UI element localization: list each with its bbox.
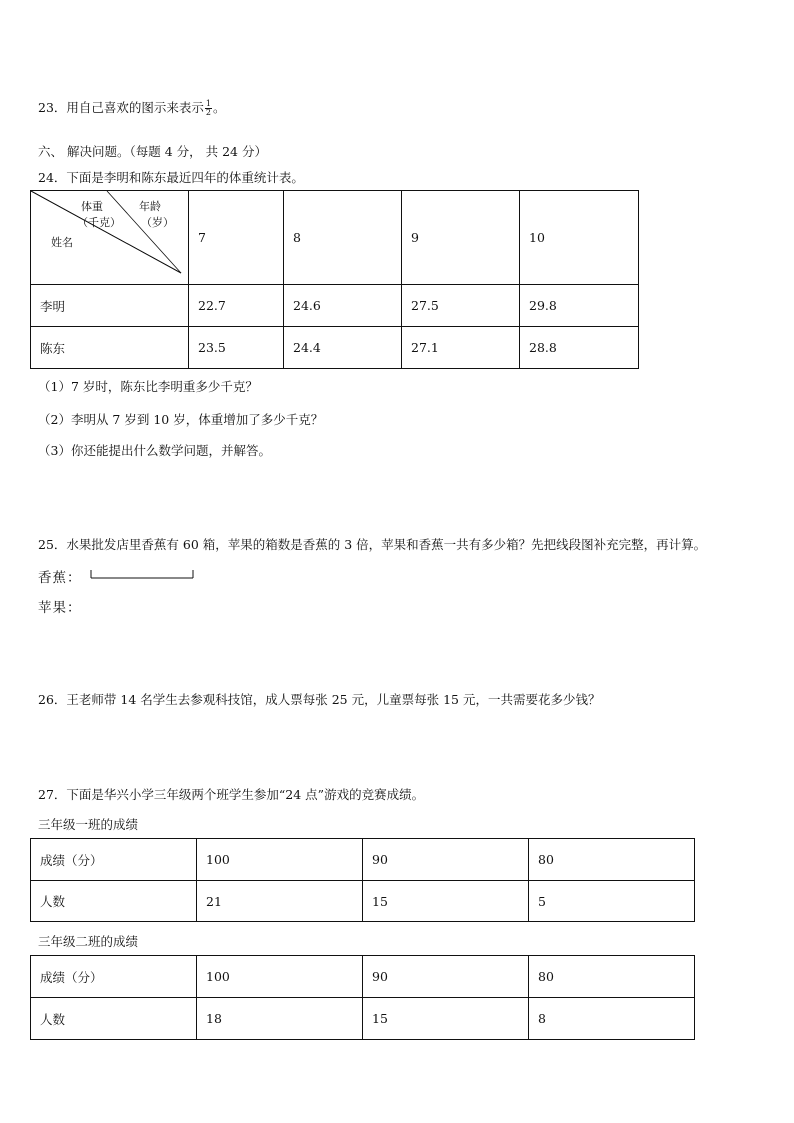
weight-table — [30, 190, 639, 369]
table-cell: 28.8 — [520, 327, 639, 369]
table-cell: 24.6 — [284, 285, 402, 327]
header-weight-label: 体重 — [81, 200, 103, 213]
class1-caption: 三年级一班的成绩 — [38, 817, 139, 832]
banana-label: 香蕉： — [38, 570, 82, 586]
table-cell: 人数 — [31, 881, 197, 922]
section-6-title: 六、 解决问题。（每题 4 分， 共 24 分） — [38, 144, 267, 159]
table-cell: 80 — [529, 956, 695, 998]
fraction-denominator: 2 — [205, 108, 212, 117]
header-name-label: 姓名 — [51, 236, 73, 249]
question-23 — [38, 98, 226, 117]
table-cell: 23.5 — [189, 327, 284, 369]
question-24-sub-3: （3）你还能提出什么数学问题，并解答。 — [38, 443, 271, 458]
header-age-label: 年龄 — [139, 200, 161, 213]
table-cell: 100 — [197, 839, 363, 881]
table-cell: 15 — [363, 881, 529, 922]
table-cell: 成绩（分） — [31, 839, 197, 881]
fraction-one-half — [205, 100, 212, 117]
table-cell: 27.1 — [402, 327, 520, 369]
table-row — [31, 285, 639, 327]
table-cell: 27.5 — [402, 285, 520, 327]
age-header-8: 8 — [284, 191, 402, 285]
table-cell: 成绩（分） — [31, 956, 197, 998]
apple-label: 苹果： — [38, 600, 82, 616]
question-23-text: 23．用自己喜欢的图示来表示 — [38, 100, 204, 115]
question-24-sub-1: （1）7 岁时，陈东比李明重多少千克？ — [38, 379, 258, 394]
table-cell: 100 — [197, 956, 363, 998]
table-cell: 29.8 — [520, 285, 639, 327]
header-weight-unit: （千克） — [77, 216, 121, 229]
table-cell: 18 — [197, 998, 363, 1040]
table-cell: 80 — [529, 839, 695, 881]
question-24-title: 24．下面是李明和陈东最近四年的体重统计表。 — [38, 170, 304, 185]
table-cell: 人数 — [31, 998, 197, 1040]
class2-caption: 三年级二班的成绩 — [38, 934, 139, 949]
class1-score-table — [30, 838, 695, 922]
question-26-text: 26．王老师带 14 名学生去参观科技馆，成人票每张 25 元，儿童票每张 15 元，一共需要花多少钱？ — [38, 692, 601, 707]
table-cell: 90 — [363, 956, 529, 998]
table-cell: 90 — [363, 839, 529, 881]
question-27-title: 27．下面是华兴小学三年级两个班学生参加“24 点”游戏的竞赛成绩。 — [38, 787, 425, 802]
table-row — [31, 881, 695, 922]
table-row — [31, 956, 695, 998]
table-cell: 22.7 — [189, 285, 284, 327]
question-25-text: 25．水果批发店里香蕉有 60 箱，苹果的箱数是香蕉的 3 倍，苹果和香蕉一共有多少箱？先把线段图补充完整，再计算。 — [38, 537, 707, 552]
table-row — [31, 839, 695, 881]
header-age-unit: （岁） — [141, 216, 174, 229]
banana-segment — [90, 568, 196, 582]
table-row — [31, 327, 639, 369]
table-cell: 8 — [529, 998, 695, 1040]
table-row — [31, 998, 695, 1040]
fraction-numerator: 1 — [205, 99, 212, 108]
class2-score-table — [30, 955, 695, 1040]
table-cell: 24.4 — [284, 327, 402, 369]
table-cell: 21 — [197, 881, 363, 922]
row-name: 陈东 — [31, 327, 189, 369]
age-header-9: 9 — [402, 191, 520, 285]
question-23-end: 。 — [213, 100, 226, 115]
age-header-7: 7 — [189, 191, 284, 285]
weight-table-header-row — [31, 191, 639, 285]
age-header-10: 10 — [520, 191, 639, 285]
table-cell: 5 — [529, 881, 695, 922]
row-name: 李明 — [31, 285, 189, 327]
question-24-sub-2: （2）李明从 7 岁到 10 岁，体重增加了多少千克？ — [38, 412, 324, 427]
diagonal-header-cell — [31, 191, 189, 285]
table-cell: 15 — [363, 998, 529, 1040]
